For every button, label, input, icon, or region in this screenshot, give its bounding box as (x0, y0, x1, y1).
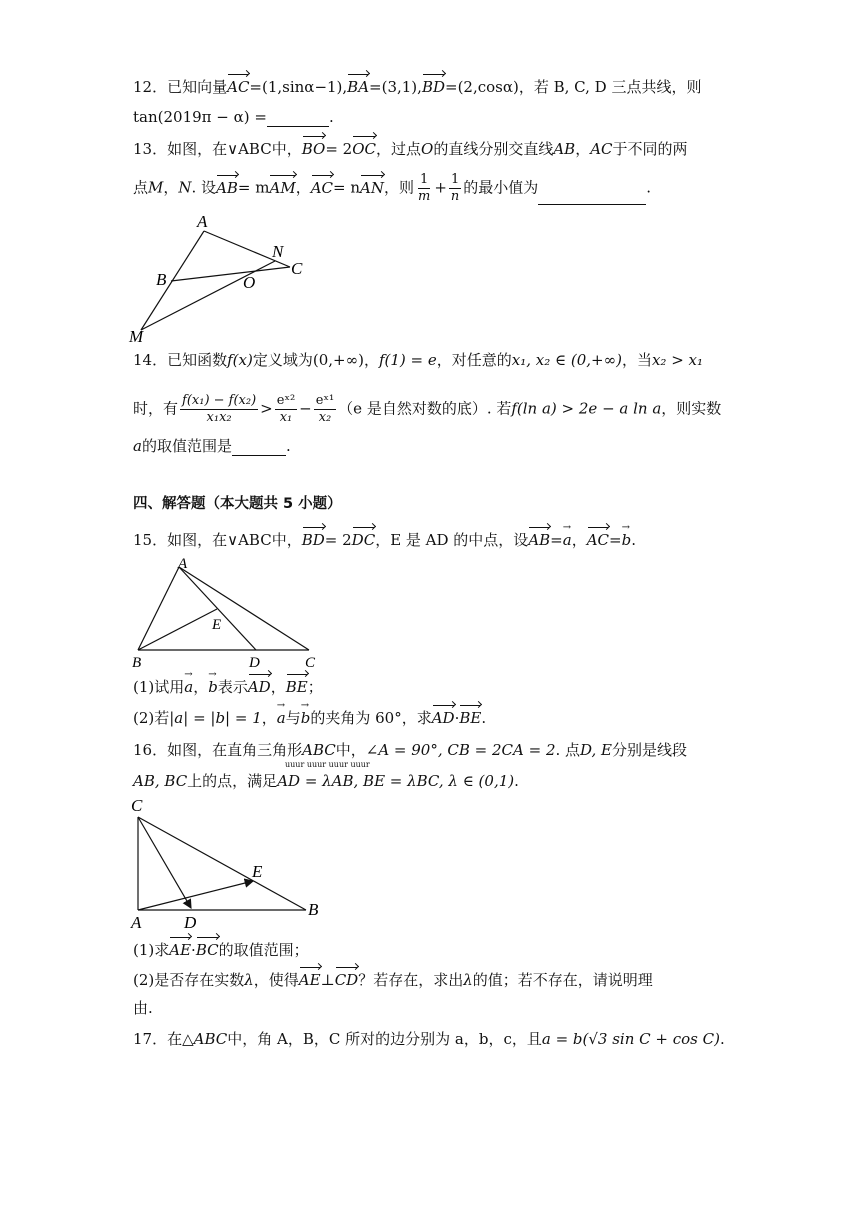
text: f(x) (227, 351, 253, 369)
text: ，对任意的 (436, 351, 512, 369)
label-a: A (178, 556, 188, 572)
text: =(2,cosα) (445, 78, 519, 96)
q12-line2 (133, 107, 334, 127)
text: ⊥ (320, 971, 335, 989)
text: ∨ABC (227, 531, 272, 549)
text: 由. (133, 999, 153, 1017)
text: N (178, 178, 192, 197)
text: (1)试用 (133, 678, 185, 696)
text: = 2 (324, 531, 352, 549)
vector-bo: BO (301, 140, 326, 158)
label-c: C (291, 259, 303, 278)
text: . (328, 108, 334, 126)
text: ； (307, 678, 323, 696)
question-number: 15． (133, 531, 168, 549)
text: ，使得 (253, 971, 299, 989)
q13-line1 (133, 139, 688, 159)
text: 的直线分别交直线 (433, 140, 554, 158)
fraction-ex1-over-x2 (314, 393, 336, 426)
text: 上的点，满足 (187, 772, 278, 790)
numerator: eˣ¹ (315, 393, 335, 408)
text: ，过点 (376, 140, 422, 158)
vector-ac: AC (227, 78, 250, 96)
text: 的取值范围是 (141, 437, 232, 455)
text: (1)求 (133, 941, 170, 959)
q16-part1 (133, 940, 309, 960)
text: 与 (285, 709, 301, 727)
vector-be: BE (459, 709, 482, 727)
answer-blank[interactable] (538, 204, 646, 205)
text: (2)若 (133, 709, 170, 727)
text: 如图，在 (167, 140, 228, 158)
q15-part1 (133, 677, 323, 697)
text: ， (193, 678, 209, 696)
vector-b: b → (622, 530, 632, 550)
text: . (481, 709, 487, 727)
text: 分别是线段 (612, 741, 688, 759)
text: 的夹角为 60°，求 (310, 709, 432, 727)
text: ，E 是 AD 的中点，设 (375, 531, 529, 549)
text: 中，角 A，B，C 所对的边分别为 a，b，c，且 (227, 1030, 542, 1048)
vector-oc: OC (352, 140, 376, 158)
text: ，则实数 (661, 399, 722, 418)
fraction-1-over-n (449, 172, 461, 205)
text: =(1,sinα−1), (249, 78, 348, 96)
text: = n (333, 178, 361, 197)
text: ， (270, 678, 286, 696)
text: λ (244, 971, 254, 989)
denominator: m (418, 189, 431, 204)
answer-blank[interactable] (232, 455, 286, 456)
text: 的最小值为 (463, 178, 539, 197)
label-c: C (305, 655, 316, 671)
q16-line1 (133, 740, 687, 760)
label-b: B (308, 900, 319, 919)
numerator: 1 (420, 172, 429, 187)
vector-ae: AE (298, 971, 321, 989)
fraction-ex2-over-x1 (275, 393, 297, 426)
text: ， (571, 531, 587, 549)
text: . (719, 1030, 725, 1048)
text: 中， (271, 140, 302, 158)
vector-ae (138, 881, 253, 910)
label-d: D (184, 913, 197, 930)
q15-figure (128, 553, 328, 673)
text: AB, BC (133, 772, 188, 790)
vector-a: a → (277, 708, 286, 728)
question-number: 17． (133, 1030, 168, 1048)
text: M (148, 178, 164, 197)
section-heading: 四、解答题（本大题共 5 小题） (133, 496, 342, 512)
text: 的值；若不存在，请说明理 (472, 971, 653, 989)
text: ， (261, 709, 277, 727)
vector-ab: AB (216, 178, 238, 197)
text: . (631, 531, 636, 549)
q17-line1 (133, 1029, 725, 1049)
q14-line1 (133, 350, 703, 370)
fraction-1-over-m (416, 172, 432, 205)
q13-line2 (133, 172, 651, 205)
text: . 设 (191, 178, 217, 197)
label-a: A (131, 913, 142, 930)
line-bc (171, 267, 290, 281)
vector-am: AM (269, 178, 296, 197)
text: ， (575, 140, 591, 158)
q16-part2-cont (133, 998, 153, 1018)
q15-line1 (133, 530, 636, 550)
question-number: 13． (133, 140, 168, 158)
text: tan(2019π − α) = (133, 108, 267, 126)
text: . (646, 178, 652, 197)
line-be (138, 609, 217, 650)
question-number: 12． (133, 78, 168, 96)
numerator: eˣ² (276, 393, 296, 408)
q13-figure (125, 210, 315, 345)
text: x₂ > x₁ (651, 351, 704, 369)
text: 于不同的两 (612, 140, 688, 158)
vector-bd: BD (301, 531, 325, 549)
vector-ba: BA (347, 78, 370, 96)
text: 表示 (217, 678, 248, 696)
line-ab (138, 567, 179, 650)
vector-an: AN (360, 178, 384, 197)
vector-ad: AD (431, 709, 455, 727)
vector-ae: AE (169, 941, 192, 959)
text: O (421, 140, 434, 158)
text: = m (237, 178, 270, 197)
label-e: E (212, 617, 222, 633)
fraction-f-diff (180, 393, 258, 426)
text: ，若 B, C, D 三点共线，则 (518, 78, 702, 96)
denominator: x₂ (318, 410, 332, 425)
text: (2)是否存在实数 (133, 971, 245, 989)
text: 在 (167, 1030, 183, 1048)
text: ， (295, 178, 311, 197)
vector-a: a → (184, 677, 193, 697)
text: λ (463, 971, 473, 989)
text: （e 是自然对数的底）. 若 (338, 399, 512, 418)
q16-line2 (133, 771, 519, 791)
text: =(3,1), (369, 78, 422, 96)
vector-ad: AD (247, 678, 271, 696)
label-b: B (156, 270, 167, 289)
vector-cd (138, 817, 191, 908)
text: 已知函数 (167, 351, 228, 369)
label-m: M (129, 327, 144, 345)
text: ABC (302, 741, 336, 759)
text: . (514, 772, 519, 790)
text: 如图，在直角三角形 (167, 741, 303, 759)
label-a: A (197, 212, 208, 231)
text: AD = λAB, BE = λBC, λ ∈ (0,1) (277, 772, 515, 790)
vector-be: BE (285, 678, 308, 696)
text: . (285, 437, 291, 455)
text: · (454, 709, 460, 727)
denominator: x₁x₂ (206, 410, 232, 425)
text: > (260, 399, 273, 418)
text: D, E (580, 741, 613, 759)
denominator: x₁ (279, 410, 293, 425)
denominator: n (450, 189, 460, 204)
text: 时，有 (133, 399, 179, 418)
vector-ab: AB (528, 531, 551, 549)
question-number: 16． (133, 741, 168, 759)
label-d: D (249, 655, 260, 671)
text: f(ln a) > 2e − a ln a (511, 399, 662, 418)
text: 的取值范围； (218, 941, 309, 959)
text: AC (590, 140, 613, 158)
vector-cd: CD (334, 971, 359, 989)
vector-dc: DC (351, 531, 376, 549)
text: ？若存在，求出 (358, 971, 464, 989)
vector-ac: AC (586, 531, 610, 549)
text: △ABC (182, 1030, 228, 1048)
text: · (191, 941, 196, 959)
text: 定义域为 (252, 351, 313, 369)
text: . 点 (555, 741, 581, 759)
question-number: 14． (133, 351, 168, 369)
q15-part2 (133, 708, 486, 728)
text: ∠A = 90°, CB = 2CA = 2 (365, 741, 556, 759)
text: |a| = |b| = 1 (169, 709, 262, 727)
text: AB (553, 140, 576, 158)
label-o: O (243, 273, 256, 292)
vector-bd: BD (421, 78, 445, 96)
label-b: B (132, 655, 142, 671)
text: 如图，在 (167, 531, 228, 549)
text: ∨ABC (227, 140, 272, 158)
text: − (299, 399, 312, 418)
text: 中， (335, 741, 366, 759)
text: ， (163, 178, 179, 197)
text: = (550, 531, 563, 549)
text: f(1) = e (378, 351, 437, 369)
text: 已知向量 (167, 78, 228, 96)
text: = 2 (325, 140, 353, 158)
text: a (133, 437, 142, 455)
vector-b: b → (301, 708, 311, 728)
text: ，则 (383, 178, 414, 197)
text: 点 (133, 178, 149, 197)
q14-line2 (133, 393, 721, 426)
text: (0,+∞) (312, 351, 364, 369)
q12-line1 (133, 77, 701, 97)
label-c: C (131, 796, 143, 815)
text: x₁, x₂ ∈ (0,+∞) (511, 351, 622, 369)
q16-arrow-marks: uuur uuur uuur uuur (285, 760, 370, 769)
vector-a: a → (563, 530, 572, 550)
answer-blank[interactable] (267, 126, 329, 127)
vector-ac: AC (310, 178, 334, 197)
q16-figure (128, 795, 328, 930)
q14-line3 (133, 436, 291, 456)
numerator: f(x₁) − f(x₂) (182, 393, 257, 408)
q16-part2 (133, 970, 653, 990)
label-e: E (252, 862, 263, 881)
text: ， (363, 351, 379, 369)
text: + (434, 178, 447, 197)
text: = (609, 531, 622, 549)
text: a = b(√3 sin C + cos C) (541, 1030, 720, 1048)
vector-b: b → (208, 677, 218, 697)
text: ，当 (621, 351, 652, 369)
text: 中， (271, 531, 302, 549)
numerator: 1 (450, 172, 460, 187)
line-cb (138, 817, 306, 910)
label-n: N (272, 242, 284, 261)
vector-bc: BC (195, 941, 219, 959)
